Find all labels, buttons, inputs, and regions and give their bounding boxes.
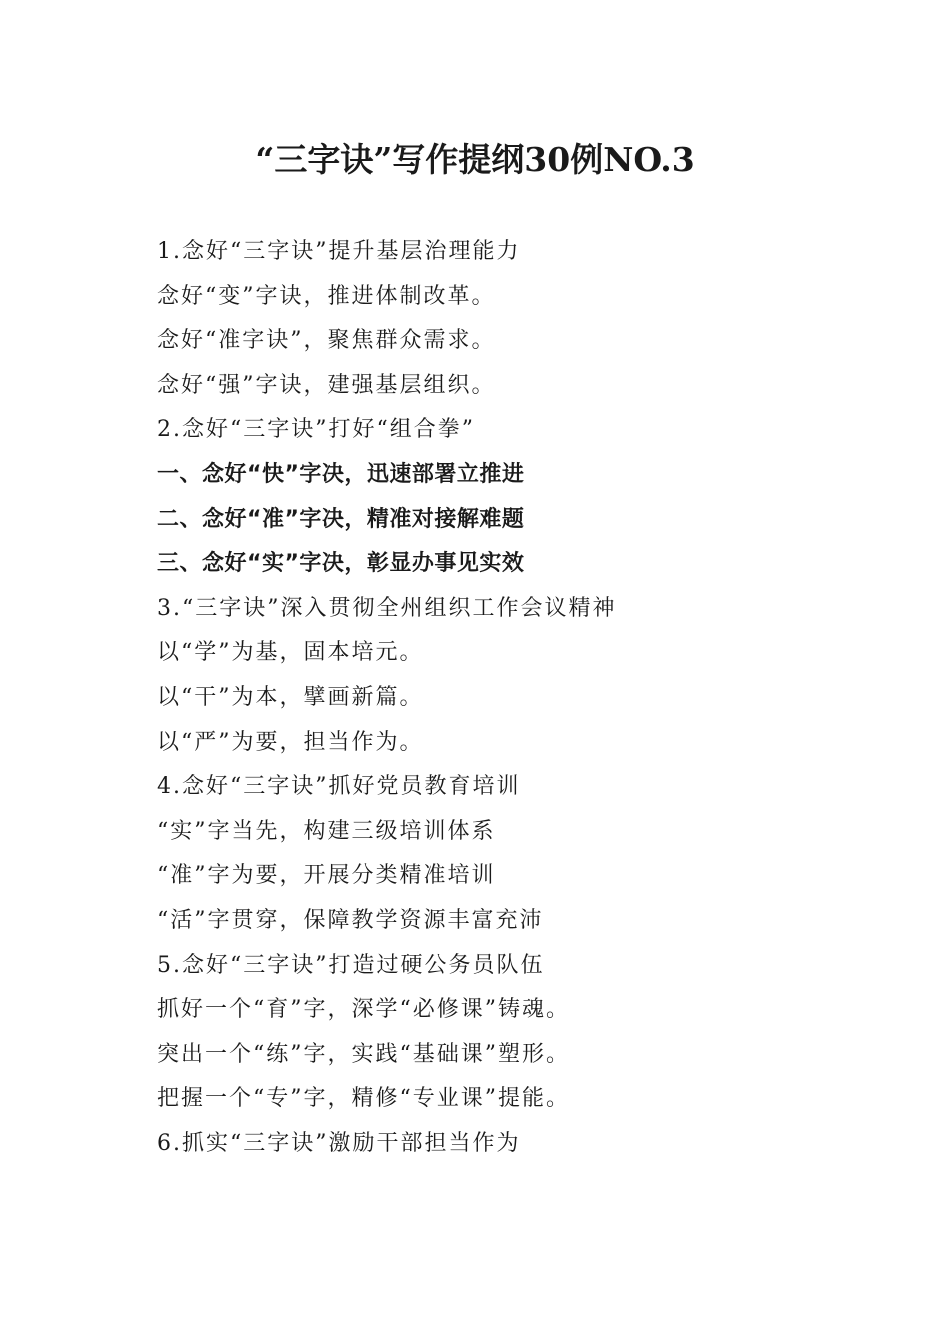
outline-line: 3.“三字诀”深入贯彻全州组织工作会议精神 bbox=[157, 595, 617, 621]
outline-line: 念好“强”字诀，建强基层组织。 bbox=[157, 372, 496, 398]
outline-line: 念好“准字诀”，聚焦群众需求。 bbox=[157, 328, 496, 354]
outline-line: 2.念好“三字诀”打好“组合拳” bbox=[157, 417, 475, 443]
outline-line: 抓好一个“育”字，深学“必修课”铸魂。 bbox=[157, 997, 570, 1023]
outline-line: 把握一个“专”字，精修“专业课”提能。 bbox=[157, 1086, 570, 1112]
document-title: “三字诀”写作提纲30例NO.3 bbox=[255, 140, 695, 179]
outline-line: 以“严”为要，担当作为。 bbox=[157, 729, 424, 755]
outline-line: “准”字为要，开展分类精准培训 bbox=[157, 863, 496, 889]
outline-line: 1.念好“三字诀”提升基层治理能力 bbox=[157, 239, 521, 264]
outline-list bbox=[157, 230, 877, 1166]
outline-line: 以“干”为本，擘画新篇。 bbox=[157, 684, 424, 710]
outline-line-bold: 一、念好“快”字决，迅速部署立推进 bbox=[157, 461, 525, 487]
outline-line: 突出一个“练”字，实践“基础课”塑形。 bbox=[157, 1041, 570, 1067]
outline-line: “活”字贯穿，保障教学资源丰富充沛 bbox=[157, 907, 544, 933]
outline-line: 5.念好“三字诀”打造过硬公务员队伍 bbox=[157, 952, 545, 978]
outline-line-bold: 二、念好“准”字决，精准对接解难题 bbox=[157, 506, 525, 532]
outline-line-bold: 三、念好“实”字决，彰显办事见实效 bbox=[157, 551, 525, 577]
outline-line: 4.念好“三字诀”抓好党员教育培训 bbox=[157, 774, 521, 800]
outline-line: “实”字当先，构建三级培训体系 bbox=[157, 818, 496, 844]
outline-line: 6.抓实“三字诀”激励干部担当作为 bbox=[157, 1130, 521, 1156]
outline-line: 以“学”为基，固本培元。 bbox=[157, 640, 424, 666]
outline-line: 念好“变”字诀，推进体制改革。 bbox=[157, 283, 496, 309]
